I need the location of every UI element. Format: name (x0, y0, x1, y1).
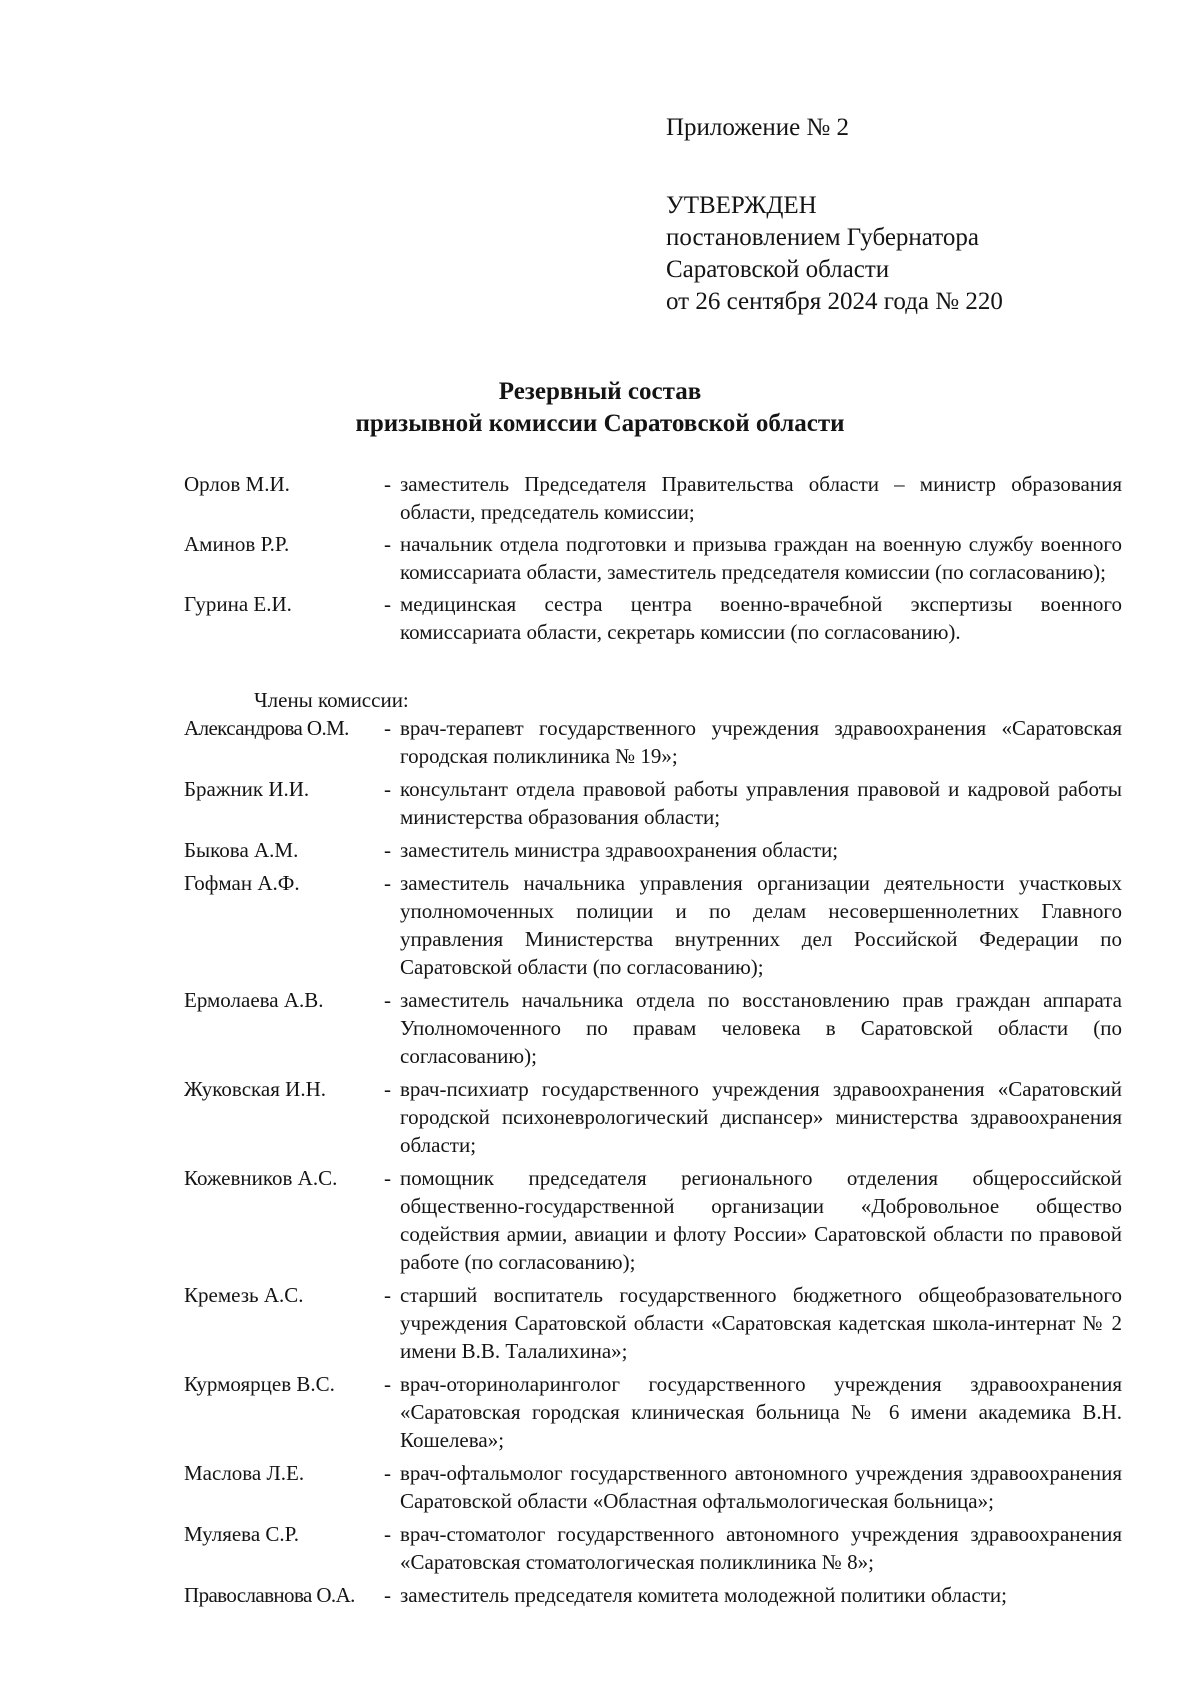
approved-label: УТВЕРЖДЕН (666, 192, 817, 219)
member-name: Кремезь А.С. (184, 1283, 304, 1307)
member-name: Гофман А.Ф. (184, 871, 300, 895)
annex-number: Приложение № 2 (666, 114, 850, 141)
member-name: Ермолаева А.В. (184, 988, 324, 1012)
member-name: Курмоярцев В.С. (184, 1372, 335, 1396)
member-role: - врач-стоматолог государственного автономного учреждения здравоохранения «Саратовская стоматологическая поликлиника № 8»; (384, 1520, 1122, 1576)
member-name: Маслова Л.Е. (184, 1461, 305, 1485)
member-role: - врач-терапевт государственного учреждения здравоохранения «Саратовская городская поликлиника № 19»; (384, 714, 1122, 770)
member-row (184, 775, 1122, 831)
member-role: - старший воспитатель государственного бюджетного общеобразовательного учреждения Саратовской области «Саратовская кадетская школа-интернат № 2 имени В.В. Талалихина»; (384, 1281, 1122, 1365)
member-role: - заместитель министра здравоохранения области; (384, 836, 1122, 864)
member-row (184, 836, 1122, 864)
members-list (184, 714, 1122, 1609)
approval-block (666, 112, 1003, 318)
member-row (184, 1459, 1122, 1515)
member-role: - заместитель начальника отдела по восстановлению прав граждан аппарата Уполномоченного по правам человека в Саратовской области (по согласованию); (384, 986, 1122, 1070)
member-row (184, 1520, 1122, 1576)
approved-by-line-2: Саратовской области (666, 256, 890, 283)
leader-name: Гурина Е.И. (184, 592, 292, 616)
member-name: Православнова О.А. (184, 1583, 355, 1607)
member-role: - врач-офтальмолог государственного автономного учреждения здравоохранения Саратовской области «Областная офтальмологическая больница»; (384, 1459, 1122, 1515)
member-name: Кожевников А.С. (184, 1166, 338, 1190)
leader-name: Орлов М.И. (184, 472, 290, 496)
member-row (184, 869, 1122, 981)
member-name: Муляева С.Р. (184, 1522, 299, 1546)
member-name: Быкова А.М. (184, 838, 299, 862)
member-name: Александрова О.М. (184, 716, 349, 740)
leader-row (184, 470, 1122, 526)
approved-by-line-1: постановлением Губернатора (666, 224, 979, 251)
members-heading: Члены комиссии: (254, 688, 409, 712)
roster (184, 470, 1122, 1614)
member-role: - врач-психиатр государственного учреждения здравоохранения «Саратовский городской психоневрологический диспансер» министерства здравоохранения области; (384, 1075, 1122, 1159)
member-role: - заместитель председателя комитета молодежной политики области; (384, 1581, 1122, 1609)
member-role: - заместитель начальника управления организации деятельности участковых уполномоченных полиции и по делам несовершеннолетних Главного управления Министерства внутренних дел Российской Федерации по Саратовской области (по согласованию); (384, 869, 1122, 981)
member-name: Жуковская И.Н. (184, 1077, 326, 1101)
title-line-1: Резервный состав (498, 378, 702, 405)
leader-row (184, 590, 1122, 646)
member-row (184, 1581, 1122, 1609)
member-role: - помощник председателя регионального отделения общероссийской общественно-государственной организации «Добровольное общество содействия армии, авиации и флоту России» Саратовской области по правовой работе (по согласованию); (384, 1164, 1122, 1276)
member-row (184, 1075, 1122, 1159)
member-name: Бражник И.И. (184, 777, 310, 801)
leader-role: - заместитель Председателя Правительства области – министр образования области, председатель комиссии; (384, 470, 1122, 526)
member-row (184, 1164, 1122, 1276)
title-line-2: призывной комиссии Саратовской области (355, 410, 845, 437)
member-role: - врач-оториноларинголог государственного учреждения здравоохранения «Саратовская городская клиническая больница № 6 имени академика В.Н. Кошелева»; (384, 1370, 1122, 1454)
leadership-list (184, 470, 1122, 646)
member-row (184, 1281, 1122, 1365)
member-row (184, 1370, 1122, 1454)
leader-role: - медицинская сестра центра военно-врачебной экспертизы военного комиссариата области, секретарь комиссии (по согласованию). (384, 590, 1122, 646)
document-title (0, 376, 1200, 440)
member-row (184, 986, 1122, 1070)
leader-name: Аминов Р.Р. (184, 532, 290, 556)
member-row (184, 714, 1122, 770)
leader-role: - начальник отдела подготовки и призыва граждан на военную службу военного комиссариата области, заместитель председателя комиссии (по согласованию); (384, 530, 1122, 586)
member-role: - консультант отдела правовой работы управления правовой и кадровой работы министерства образования области; (384, 775, 1122, 831)
approval-date: от 26 сентября 2024 года № 220 (666, 288, 1003, 315)
leader-row (184, 530, 1122, 586)
